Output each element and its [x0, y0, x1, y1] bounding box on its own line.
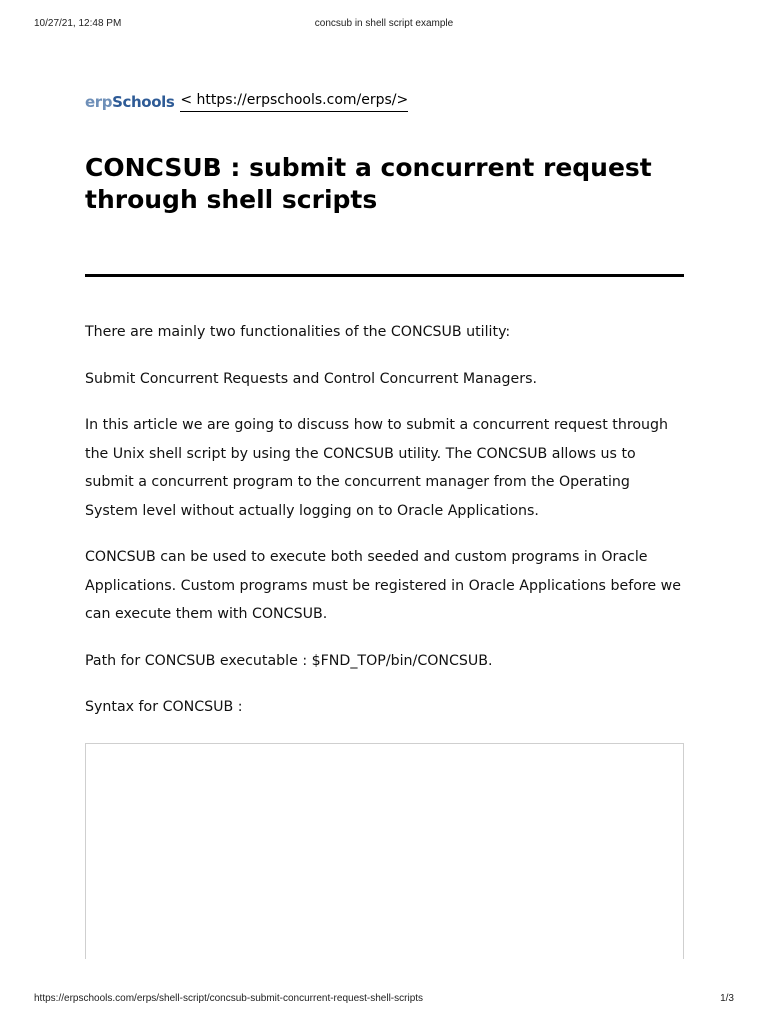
page-number: 1/3 [720, 993, 734, 1004]
title-divider [85, 274, 684, 277]
syntax-code-block [85, 743, 684, 959]
paragraph-syntax-label: Syntax for CONCSUB : [85, 699, 243, 715]
print-datetime: 10/27/21, 12:48 PM [34, 18, 122, 29]
print-header [34, 18, 734, 32]
paragraph-intro: There are mainly two functionalities of the CONCSUB utility: [85, 324, 511, 340]
paragraph-path: Path for CONCSUB executable : $FND_TOP/bin/CONCSUB. [85, 652, 493, 669]
print-page-title: concsub in shell script example [314, 18, 454, 29]
paragraph-functionalities: Submit Concurrent Requests and Control Concurrent Managers. [85, 370, 537, 387]
print-footer [34, 993, 734, 1007]
article-body [85, 318, 685, 740]
paragraph-article-scope: In this article we are going to discuss how to submit a concurrent request through the Unix shell script by using the CONCSUB utility. The CONCSUB allows us to submit a concurrent program to the concurrent manager from the Operating System level without actually logging on to Oracle Applications. [85, 417, 669, 519]
article-title: CONCSUB : submit a concurrent request through shell scripts [85, 153, 652, 214]
print-url: https://erpschools.com/erps/shell-script/concsub-submit-concurrent-request-shell-scripts [34, 993, 424, 1004]
paragraph-custom-programs: CONCSUB can be used to execute both seeded and custom programs in Oracle Applications. Custom programs must be registered in Oracle Applications before we can execute them with CONCSUB. [85, 549, 681, 622]
site-home-link[interactable]: < https://erpschools.com/erps/> [180, 91, 408, 112]
site-bar [85, 88, 408, 112]
erpschools-logo[interactable]: erpSchools [85, 93, 175, 111]
